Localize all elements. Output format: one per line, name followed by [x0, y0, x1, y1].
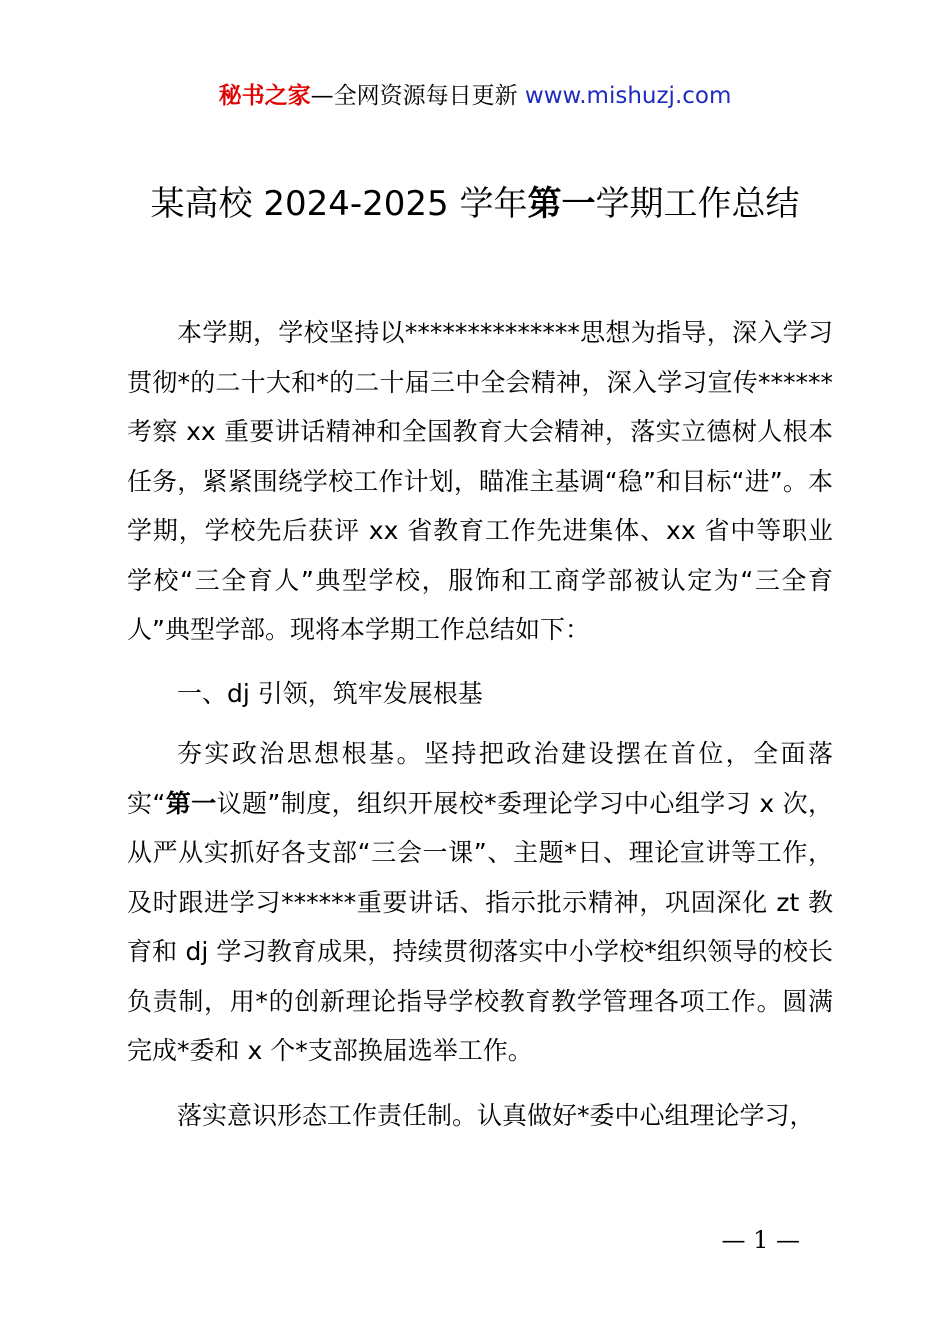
paragraph-ideology-responsibility: 落实意识形态工作责任制。认真做好*委中心组理论学习， — [177, 1101, 815, 1130]
banner-url[interactable]: www.mishuzj.com — [524, 83, 732, 109]
banner-brand: 秘书之家 — [218, 83, 311, 109]
title-part-2: 第一 — [527, 184, 596, 224]
title-part-1: 某高校 2024-2025 学年 — [150, 184, 528, 224]
paragraph-political-foundation — [127, 729, 833, 1076]
page-number: — 1 — — [721, 1226, 800, 1254]
paragraph-intro: 本学期，学校坚持以**************思想为指导，深入学习贯彻*的二十大和*的二十届三中全会精神，深入学习宣传******考察 xx 重要讲话精神和全国教育大会精神，落实立德树人根本任务，紧紧围绕学校工作计划，瞄准主基调“稳”和目标“进”。本学期，学校先后获评 xx 省教育工作先进集体、xx 省中等职业学校“三全育人”典型学校，服饰和工商学部被认定为“三全育人”典型学部。现将本学期工作总结如下： — [127, 318, 833, 644]
paragraph-2-text-c: 议题”制度，组织开展校*委理论学习中心组学习 x 次，从严从实抓好各支部“三会一课”、主题*日、理论宣讲等工作，及时跟进学习******重要讲话、指示批示精神，巩固深化 zt 教育和 dj 学习教育成果，持续贯彻落实中小学校*组织领导的校长负责制，用*的创新理论指导学校教育教学管理各项工作。圆满完成*委和 x 个*支部换届选举工作。 — [127, 788, 833, 1065]
title-part-3: 学期工作总结 — [595, 184, 800, 224]
site-banner — [0, 80, 950, 112]
section-heading-1: 一、dj 引领，筑牢发展根基 — [177, 679, 483, 708]
banner-slogan: —全网资源每日更新 — [310, 83, 525, 109]
paragraph-2-text-a: 夯实政治思想根基。坚持把政治建设摆在首位，全面落实“ — [127, 739, 833, 818]
document-title — [0, 180, 950, 228]
paragraph-2-text-b: 第一 — [165, 788, 217, 818]
